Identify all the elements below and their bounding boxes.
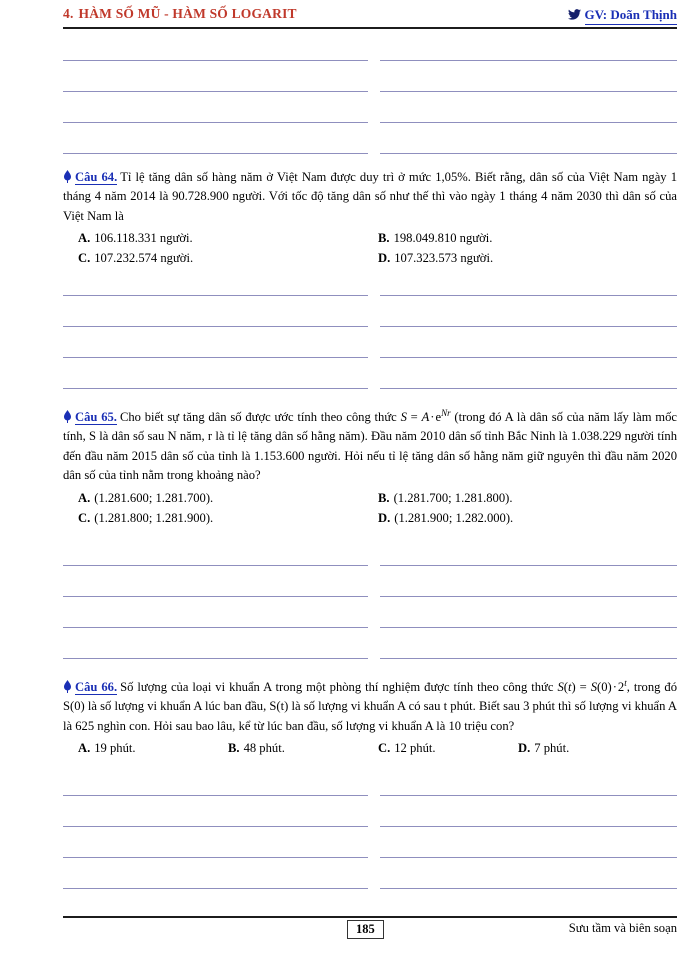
answer-line-row[interactable] <box>63 295 677 326</box>
option-c[interactable] <box>78 249 193 269</box>
option-b-key: B. <box>228 741 240 756</box>
answer-line-left[interactable] <box>63 388 368 389</box>
option-c-key: C. <box>78 251 91 266</box>
answer-line-row[interactable] <box>63 888 677 919</box>
option-c[interactable] <box>78 509 213 529</box>
pen-nib-icon <box>63 680 72 693</box>
option-b-key: B. <box>378 490 390 505</box>
question-66-text <box>63 678 677 736</box>
twitter-bird-icon <box>568 7 581 18</box>
question-66-formula: $S(t) = S(0)\cdot 2^t$ <box>557 678 627 694</box>
answer-line-right[interactable] <box>380 627 677 628</box>
answer-line-row[interactable] <box>63 326 677 357</box>
header-author-label: GV: Doãn Thịnh <box>585 7 678 25</box>
option-c-key: C. <box>78 510 91 525</box>
question-64-label: Câu 64. <box>75 170 118 184</box>
answer-line-left[interactable] <box>63 565 368 566</box>
answer-line-row[interactable] <box>63 596 677 627</box>
answer-line-row[interactable] <box>63 357 677 388</box>
answer-line-left[interactable] <box>63 326 368 327</box>
option-d-key: D. <box>518 741 531 756</box>
option-d[interactable] <box>378 509 513 529</box>
answer-line-row[interactable] <box>63 795 677 826</box>
answer-line-row[interactable] <box>63 826 677 857</box>
option-d-value: 7 phút. <box>534 741 570 756</box>
answer-line-right[interactable] <box>380 857 677 858</box>
option-b-value: 198.049.810 người. <box>393 231 493 246</box>
question-64-stem: Tỉ lệ tăng dân số hàng năm ở Việt Nam được duy trì ở mức 1,05%. Biết rằng, dân số của Việt Nam ngày 1 tháng 4 năm 2014 là 90.728.900 người. Với tốc độ tăng dân số như thế thì vào ngày 1 tháng 4 năm 2030 thì dân số của Việt Nam là <box>63 170 677 223</box>
question-66 <box>63 678 677 761</box>
option-d[interactable] <box>378 249 493 269</box>
answer-line-row[interactable] <box>63 91 677 122</box>
option-a[interactable] <box>78 739 136 759</box>
answer-line-right[interactable] <box>380 60 677 61</box>
answer-line-right[interactable] <box>380 795 677 796</box>
option-c-key: C. <box>378 741 391 756</box>
answer-line-row[interactable] <box>63 122 677 153</box>
answer-line-row[interactable] <box>63 627 677 658</box>
answer-line-left[interactable] <box>63 826 368 827</box>
question-64-options <box>63 229 677 271</box>
option-a-value: (1.281.600; 1.281.700). <box>94 490 214 505</box>
option-b[interactable] <box>228 739 285 759</box>
pen-nib-icon <box>63 170 72 183</box>
option-c-value: 12 phút. <box>394 741 436 756</box>
answer-line-right[interactable] <box>380 357 677 358</box>
answer-line-right[interactable] <box>380 388 677 389</box>
question-64 <box>63 168 677 271</box>
footer-divider <box>63 916 677 918</box>
option-d-key: D. <box>378 510 391 525</box>
answer-line-right[interactable] <box>380 596 677 597</box>
answer-line-left[interactable] <box>63 658 368 659</box>
answer-line-right[interactable] <box>380 91 677 92</box>
question-65-text <box>63 408 677 486</box>
option-a-key: A. <box>78 741 91 756</box>
header-author-group <box>568 6 678 25</box>
answer-line-left[interactable] <box>63 627 368 628</box>
question-65-stem-part-2: (trong đó A là dân số của năm lấy làm mốc tính, S là dân số sau N năm, r là tỉ lệ tăng dân số hằng năm). Đầu năm 2010 dân số tỉnh Bắc Ninh là 1.038.229 người tính đến đầu năm 2015 dân số của tỉnh là 1.153.600 người. Hỏi nếu tỉ lệ tăng dân số hằng năm giữ nguyên thì đầu năm 2020 dân số của tỉnh nằm trong khoảng nào? <box>63 410 677 483</box>
option-b-value: (1.281.700; 1.281.800). <box>393 490 513 505</box>
question-65-formula: $S = A\cdot e^{Nr}$ <box>400 408 451 424</box>
option-d-key: D. <box>378 251 391 266</box>
chapter-number: 4. <box>63 6 74 21</box>
question-66-label: Câu 66. <box>75 680 118 694</box>
page-number-badge: 185 <box>347 920 384 939</box>
answer-line-right[interactable] <box>380 826 677 827</box>
answer-line-right[interactable] <box>380 122 677 123</box>
option-c-value: 107.232.574 người. <box>94 251 194 266</box>
question-66-stem-part-2: , trong đó S(0) là số lượng vi khuẩn A lúc ban đầu, S(t) là số lượng vi khuẩn A có sau t phút. Biết sau 3 phút thì số lượng vi khuẩn A là 625 nghìn con. Hỏi sau bao lâu, kể từ lúc ban đầu, số lượng vi khuẩn A là 10 triệu con? <box>63 680 677 733</box>
footer-credit: Sưu tầm và biên soạn <box>568 921 677 935</box>
answer-lines-block-2 <box>63 295 677 419</box>
option-c[interactable] <box>378 739 436 759</box>
answer-line-right[interactable] <box>380 658 677 659</box>
answer-line-left[interactable] <box>63 153 368 154</box>
answer-line-right[interactable] <box>380 888 677 889</box>
question-65-stem-part-1: Cho biết sự tăng dân số được ước tính theo công thức <box>119 410 401 424</box>
answer-line-left[interactable] <box>63 888 368 889</box>
option-d-value: (1.281.900; 1.282.000). <box>394 510 514 525</box>
answer-line-left[interactable] <box>63 295 368 296</box>
question-65-label: Câu 65. <box>75 410 117 424</box>
question-66-stem-part-1: Số lượng của loại vi khuẩn A trong một phòng thí nghiệm được tính theo công thức <box>120 680 558 694</box>
option-c-value: (1.281.800; 1.281.900). <box>94 510 214 525</box>
option-a[interactable] <box>78 489 213 509</box>
answer-line-right[interactable] <box>380 153 677 154</box>
question-64-text <box>63 168 677 226</box>
question-66-options <box>63 739 677 761</box>
answer-line-left[interactable] <box>63 596 368 597</box>
answer-line-right[interactable] <box>380 295 677 296</box>
answer-line-left[interactable] <box>63 857 368 858</box>
answer-line-row[interactable] <box>63 60 677 91</box>
answer-lines-block-1 <box>63 60 677 184</box>
option-d-value: 107.323.573 người. <box>394 251 494 266</box>
answer-line-right[interactable] <box>380 326 677 327</box>
answer-line-right[interactable] <box>380 565 677 566</box>
answer-lines-block-4 <box>63 795 677 919</box>
answer-line-left[interactable] <box>63 60 368 61</box>
option-b-value: 48 phút. <box>243 741 285 756</box>
pen-nib-icon <box>63 410 72 423</box>
answer-lines-block-3 <box>63 565 677 689</box>
answer-line-left[interactable] <box>63 122 368 123</box>
chapter-title <box>63 6 297 22</box>
option-a-value: 19 phút. <box>94 741 136 756</box>
option-a-key: A. <box>78 231 91 246</box>
question-65-options <box>63 489 677 531</box>
header-divider <box>63 27 677 29</box>
answer-line-left[interactable] <box>63 795 368 796</box>
chapter-title-text: HÀM SỐ MŨ - HÀM SỐ LOGARIT <box>78 6 297 21</box>
option-b[interactable] <box>378 489 513 509</box>
answer-line-row[interactable] <box>63 565 677 596</box>
answer-line-left[interactable] <box>63 357 368 358</box>
answer-line-left[interactable] <box>63 91 368 92</box>
option-b-key: B. <box>378 231 390 246</box>
answer-line-row[interactable] <box>63 857 677 888</box>
question-65 <box>63 408 677 531</box>
option-a[interactable] <box>78 229 193 249</box>
option-a-key: A. <box>78 490 91 505</box>
option-a-value: 106.118.331 người. <box>94 231 193 246</box>
option-b[interactable] <box>378 229 492 249</box>
option-d[interactable] <box>518 739 569 759</box>
